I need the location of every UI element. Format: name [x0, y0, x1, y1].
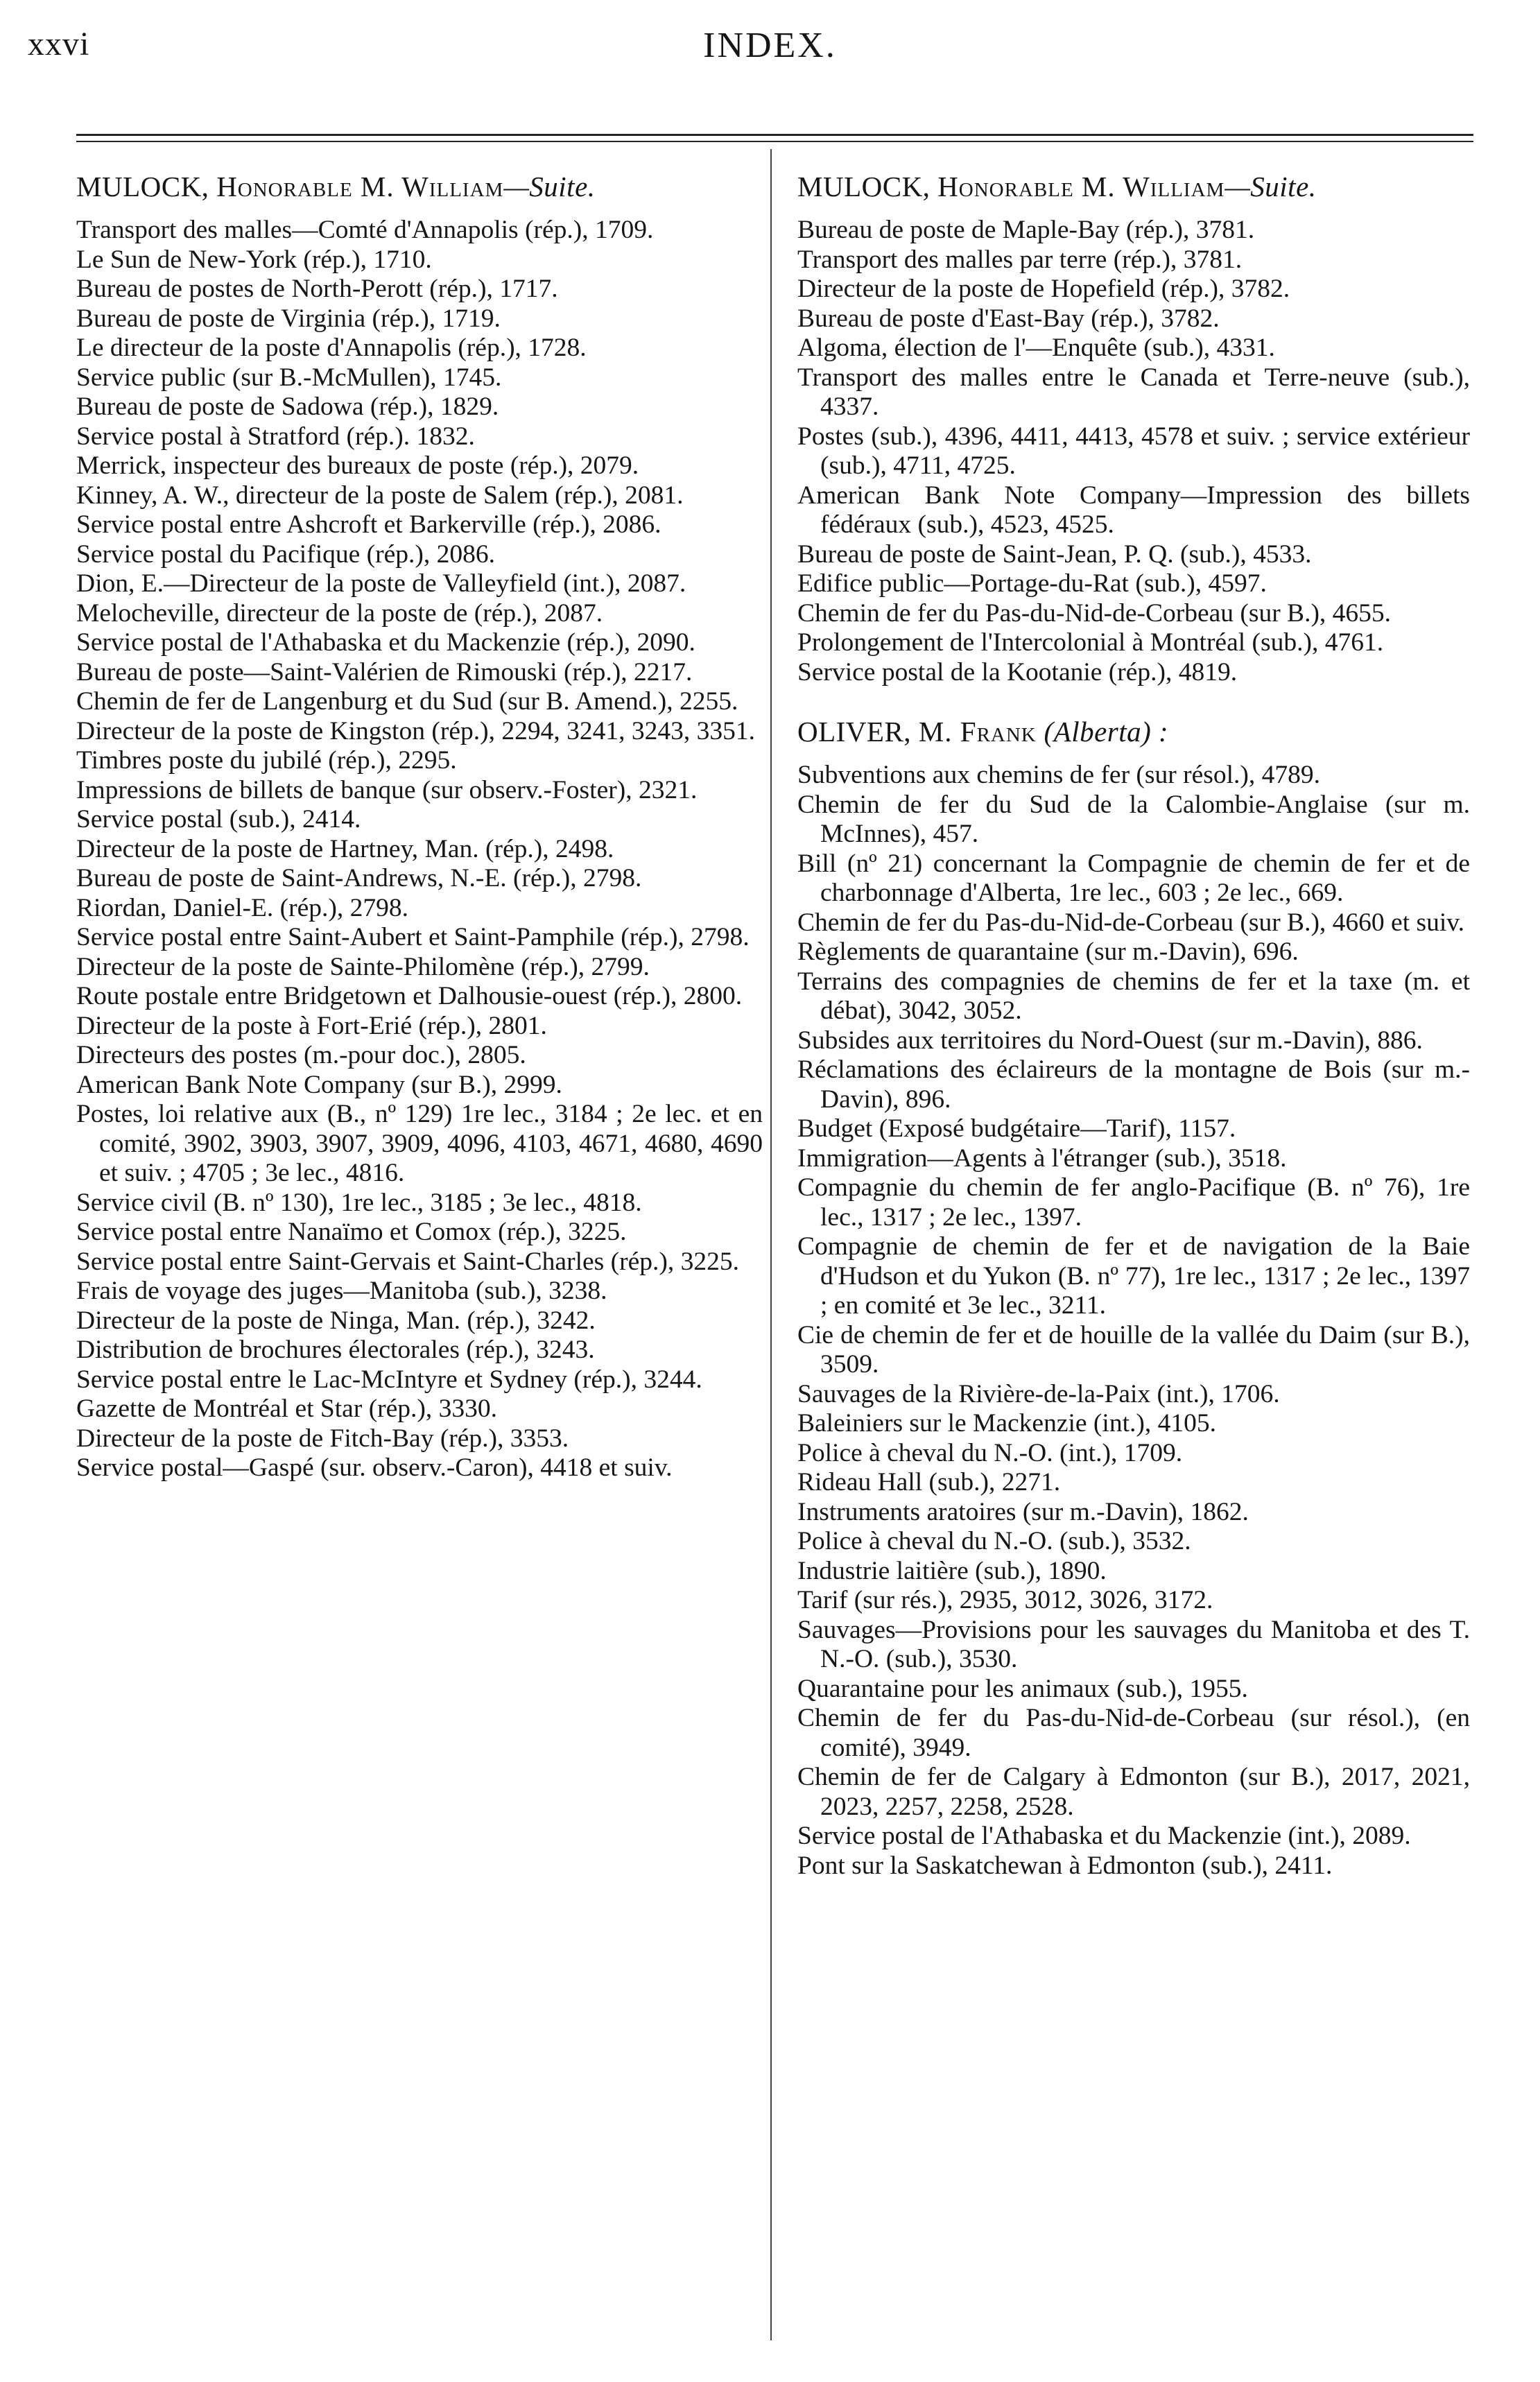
index-entry: Timbres poste du jubilé (rép.), 2295.: [76, 746, 457, 775]
index-entry: Postes (sub.), 4396, 4411, 4413, 4578 et suiv. ; service extérieur (sub.), 4711, 4725.: [797, 422, 1470, 480]
heading-surname: OLIVER,: [797, 716, 912, 748]
header-rule: [76, 134, 1473, 136]
index-entry: Service postal à Stratford (rép.). 1832.: [76, 422, 475, 451]
heading-suffix: (Alberta) :: [1044, 716, 1169, 748]
heading-title: Honorable M. William: [937, 171, 1225, 202]
index-entry: Chemin de fer de Calgary à Edmonton (sur B.), 2017, 2021, 2023, 2257, 2258, 2528.: [797, 1763, 1470, 1821]
index-entry: Directeur de la poste de Sainte-Philomène (rép.), 2799.: [76, 952, 650, 981]
index-entry: Bureau de poste de Saint-Andrews, N.-E. (rép.), 2798.: [76, 864, 642, 892]
index-entry: Cie de chemin de fer et de houille de la vallée du Daim (sur B.), 3509.: [797, 1320, 1470, 1379]
index-entry: Directeurs des postes (m.-pour doc.), 2805.: [76, 1041, 526, 1069]
index-entry: Dion, E.—Directeur de la poste de Valleyfield (int.), 2087.: [76, 569, 686, 598]
index-entry: Rideau Hall (sub.), 2271.: [797, 1468, 1061, 1496]
heading-title: M. Frank: [918, 716, 1037, 748]
index-entry: Service postal entre Nanaïmo et Comox (rép.), 3225.: [76, 1218, 627, 1246]
index-entry: Distribution de brochures électorales (rép.), 3243.: [76, 1336, 595, 1364]
index-entry: Directeur de la poste de Fitch-Bay (rép.), 3353.: [76, 1424, 569, 1453]
index-entry: Route postale entre Bridgetown et Dalhousie-ouest (rép.), 2800.: [76, 982, 743, 1010]
page-title: INDEX.: [703, 26, 837, 65]
index-entry: Prolongement de l'Intercolonial à Montréal (sub.), 4761.: [797, 628, 1384, 657]
index-entry: Subsides aux territoires du Nord-Ouest (sur m.-Davin), 886.: [797, 1026, 1423, 1055]
index-entry: Kinney, A. W., directeur de la poste de Salem (rép.), 2081.: [76, 481, 684, 510]
index-entry: Bureau de poste—Saint-Valérien de Rimouski (rép.), 2217.: [76, 657, 693, 687]
index-entry: Immigration—Agents à l'étranger (sub.), 3518.: [797, 1143, 1287, 1173]
index-entry: Directeur de la poste de Hopefield (rép.), 3782.: [797, 275, 1290, 303]
index-entry: Service postal de l'Athabaska et du Mackenzie (int.), 2089.: [797, 1822, 1411, 1850]
index-entry: Chemin de fer du Pas-du-Nid-de-Corbeau (sur B.), 4660 et suiv.: [797, 908, 1464, 937]
entry-heading-oliver: [797, 715, 1470, 748]
index-entry: Bill (nº 21) concernant la Compagnie de chemin de fer et de charbonnage d'Alberta, 1re lec., 603 ; 2e lec., 669.: [797, 849, 1470, 907]
heading-title: Honorable M. William: [216, 171, 504, 202]
index-entry: Pont sur la Saskatchewan à Edmonton (sub.), 2411.: [797, 1851, 1333, 1880]
index-entry: Transport des malles entre le Canada et Terre-neuve (sub.), 4337.: [797, 363, 1470, 421]
index-entry: Subventions aux chemins de fer (sur résol.), 4789.: [797, 761, 1321, 789]
index-entry: Service postal entre Saint-Gervais et Saint-Charles (rép.), 3225.: [76, 1247, 739, 1276]
index-entry: Baleiniers sur le Mackenzie (int.), 4105.: [797, 1409, 1216, 1438]
index-entry: Service civil (B. nº 130), 1re lec., 3185 ; 3e lec., 4818.: [76, 1188, 642, 1217]
index-entry: Budget (Exposé budgétaire—Tarif), 1157.: [797, 1114, 1236, 1143]
entry-heading: [797, 170, 1470, 203]
index-entry: Bureau de poste de Maple-Bay (rép.), 3781.: [797, 216, 1255, 244]
index-entry: Directeur de la poste à Fort-Erié (rép.), 2801.: [76, 1011, 547, 1040]
index-entry: Melocheville, directeur de la poste de (rép.), 2087.: [76, 598, 603, 628]
index-entry: Bureau de poste d'East-Bay (rép.), 3782.: [797, 304, 1220, 333]
index-entry: Edifice public—Portage-du-Rat (sub.), 4597.: [797, 569, 1267, 598]
index-entry: Directeur de la poste de Hartney, Man. (rép.), 2498.: [76, 834, 614, 863]
entry-list: [76, 216, 763, 1483]
entry-list: [797, 761, 1470, 1881]
index-entry: Service postal entre Saint-Aubert et Saint-Pamphile (rép.), 2798.: [76, 923, 750, 951]
index-entry: Algoma, élection de l'—Enquête (sub.), 4331.: [797, 334, 1275, 362]
index-entry: Le directeur de la poste d'Annapolis (rép.), 1728.: [76, 334, 587, 362]
index-entry: Chemin de fer du Sud de la Calombie-Anglaise (sur m. McInnes), 457.: [797, 790, 1470, 848]
index-entry: Transport des malles—Comté d'Annapolis (rép.), 1709.: [76, 216, 654, 244]
index-entry: Le Sun de New-York (rép.), 1710.: [76, 245, 432, 274]
index-entry: Police à cheval du N.-O. (sub.), 3532.: [797, 1527, 1191, 1555]
index-entry: Bureau de postes de North-Perott (rép.), 1717.: [76, 275, 558, 303]
index-entry: American Bank Note Company (sur B.), 2999.: [76, 1070, 562, 1099]
header-rule-secondary: [76, 141, 1473, 142]
index-entry: Merrick, inspecteur des bureaux de poste (rép.), 2079.: [76, 451, 639, 480]
index-entry: Frais de voyage des juges—Manitoba (sub.), 3238.: [76, 1277, 607, 1305]
index-entry: Sauvages—Provisions pour les sauvages du Manitoba et des T. N.-O. (sub.), 3530.: [797, 1615, 1470, 1673]
index-entry: Service postal entre le Lac-McIntyre et Sydney (rép.), 3244.: [76, 1365, 702, 1394]
index-entry: Service postal entre Ashcroft et Barkerville (rép.), 2086.: [76, 510, 661, 539]
index-entry: Service postal de l'Athabaska et du Mackenzie (rép.), 2090.: [76, 628, 695, 657]
index-entry: Bureau de poste de Sadowa (rép.), 1829.: [76, 392, 499, 421]
index-entry: Police à cheval du N.-O. (int.), 1709.: [797, 1438, 1183, 1467]
index-entry: American Bank Note Company—Impression des billets fédéraux (sub.), 4523, 4525.: [797, 481, 1470, 539]
index-entry: Sauvages de la Rivière-de-la-Paix (int.), 1706.: [797, 1379, 1280, 1408]
index-entry: Bureau de poste de Saint-Jean, P. Q. (sub.), 4533.: [797, 540, 1312, 569]
index-entry: Service postal du Pacifique (rép.), 2086.: [76, 540, 495, 569]
index-entry: Service postal (sub.), 2414.: [76, 805, 361, 834]
heading-suffix: —Suite.: [1225, 171, 1317, 202]
index-entry: Chemin de fer du Pas-du-Nid-de-Corbeau (sur résol.), (en comité), 3949.: [797, 1704, 1470, 1762]
heading-suffix: —Suite.: [503, 171, 596, 202]
index-entry: Service postal—Gaspé (sur. observ.-Caron), 4418 et suiv.: [76, 1453, 673, 1482]
index-entry: Transport des malles par terre (rép.), 3781.: [797, 245, 1243, 274]
index-entry: Tarif (sur rés.), 2935, 3012, 3026, 3172.: [797, 1586, 1213, 1614]
index-entry: Directeur de la poste de Kingston (rép.), 2294, 3241, 3243, 3351.: [76, 716, 755, 745]
index-entry: Bureau de poste de Virginia (rép.), 1719.: [76, 304, 501, 333]
heading-surname: MULOCK,: [76, 171, 209, 202]
index-entry: Impressions de billets de banque (sur observ.-Foster), 2321.: [76, 775, 698, 804]
heading-surname: MULOCK,: [797, 171, 931, 202]
index-entry: Réclamations des éclaireurs de la montagne de Bois (sur m.-Davin), 896.: [797, 1055, 1470, 1114]
index-entry: Industrie laitière (sub.), 1890.: [797, 1556, 1107, 1585]
index-entry: Compagnie du chemin de fer anglo-Pacifique (B. nº 76), 1re lec., 1317 ; 2e lec., 1397.: [797, 1173, 1470, 1232]
index-entry: Chemin de fer du Pas-du-Nid-de-Corbeau (sur B.), 4655.: [797, 598, 1392, 628]
index-entry: Quarantaine pour les animaux (sub.), 1955.: [797, 1674, 1248, 1703]
index-entry: Directeur de la poste de Ninga, Man. (rép.), 3242.: [76, 1306, 596, 1335]
column-divider: [770, 149, 772, 2340]
index-entry: Service postal de la Kootanie (rép.), 4819.: [797, 657, 1238, 687]
index-entry: Gazette de Montréal et Star (rép.), 3330.: [76, 1395, 498, 1423]
left-column: [76, 170, 763, 1483]
index-entry: Règlements de quarantaine (sur m.-Davin), 696.: [797, 938, 1299, 966]
entry-heading: [76, 170, 763, 203]
index-entry: Postes, loi relative aux (B., nº 129) 1re lec., 3184 ; 2e lec. et en comité, 3902, 3903, 3907, 3909, 4096, 4103, 4671, 4680, 4690 et suiv. ; 4705 ; 3e lec., 4816.: [76, 1100, 763, 1187]
right-column: [797, 170, 1470, 1881]
page-number: xxvi: [28, 26, 90, 62]
index-entry: Chemin de fer de Langenburg et du Sud (sur B. Amend.), 2255.: [76, 687, 738, 716]
index-entry: Instruments aratoires (sur m.-Davin), 1862.: [797, 1497, 1249, 1526]
section-spacer: [797, 687, 1470, 715]
entry-list: [797, 216, 1470, 687]
index-entry: Terrains des compagnies de chemins de fer et la taxe (m. et débat), 3042, 3052.: [797, 967, 1470, 1025]
index-entry: Riordan, Daniel-E. (rép.), 2798.: [76, 893, 409, 922]
index-entry: Compagnie de chemin de fer et de navigation de la Baie d'Hudson et du Yukon (B. nº 77), 1re lec., 1317 ; 2e lec., 1397 ; en comité et 3e lec., 3211.: [797, 1232, 1470, 1320]
index-entry: Service public (sur B.-McMullen), 1745.: [76, 363, 502, 392]
